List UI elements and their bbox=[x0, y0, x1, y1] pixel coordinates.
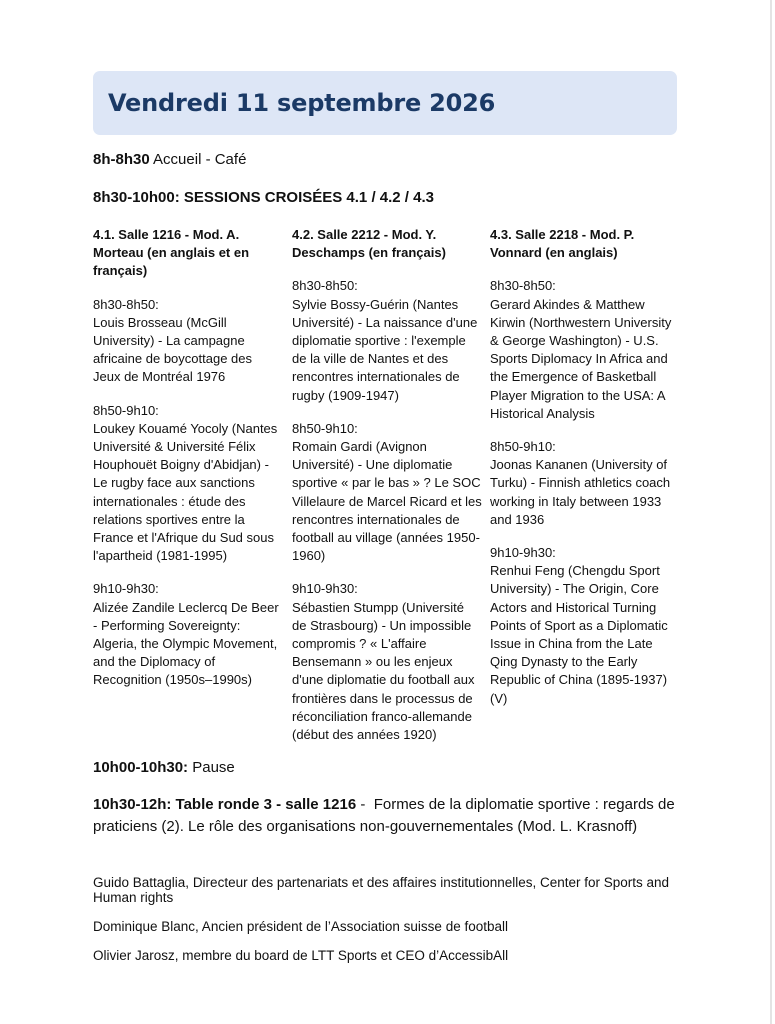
talk-item bbox=[490, 544, 680, 708]
speaker-item: Guido Battaglia, Directeur des partenariats et des affaires institutionnelles, Center for Sports and Human rights bbox=[93, 875, 670, 905]
session-column-4-2 bbox=[292, 226, 482, 744]
pause-text: Pause bbox=[188, 759, 235, 776]
talk-text: Romain Gardi (Avignon Université) - Une diplomatie sportive « par le bas » ? Le SOC Villelaure de Marcel Ricard et les rencontres internationales de football au village (années 1950-1960) bbox=[292, 439, 482, 564]
talk-text: Louis Brosseau (McGill University) - La campagne africaine de boycottage des Jeux de Montréal 1976 bbox=[93, 314, 252, 385]
day-header bbox=[93, 71, 677, 135]
welcome-line bbox=[93, 150, 246, 170]
talk-text: Gerard Akindes & Matthew Kirwin (Northwestern University & George Washington) - U.S. Sports Diplomacy In Africa and the Emergence of Basketball Player Migration to the USA: A Historical Analysis bbox=[490, 296, 672, 421]
talk-time: 9h10-9h30: bbox=[490, 545, 556, 561]
session-heading: 4.3. Salle 2218 - Mod. P. Vonnard (en anglais) bbox=[490, 227, 635, 261]
roundtable-block bbox=[93, 794, 683, 838]
talk-time: 8h30-8h50: bbox=[292, 278, 358, 294]
talk-text: Sébastien Stumpp (Université de Strasbourg) - Un impossible compromis ? « L'affaire Bensemann » ou les enjeux d'une diplomatie du football aux frontières dans le processus de réconciliation franco-allemande (début des années 1920) bbox=[292, 599, 475, 743]
page-edge bbox=[770, 0, 772, 1024]
talk-item bbox=[292, 277, 482, 404]
talk-time: 9h10-9h30: bbox=[93, 581, 159, 597]
pause-line bbox=[93, 758, 235, 778]
talk-time: 8h30-8h50: bbox=[490, 278, 556, 294]
talk-item bbox=[490, 277, 680, 423]
talk-time: 8h50-9h10: bbox=[292, 420, 358, 436]
talk-time: 8h50-9h10: bbox=[490, 439, 556, 455]
roundtable-separator: - bbox=[356, 796, 374, 813]
speaker-item: Dominique Blanc, Ancien président de l’Association suisse de football bbox=[93, 919, 508, 934]
talk-item bbox=[93, 402, 283, 566]
talk-item bbox=[93, 296, 283, 387]
talk-text: Alizée Zandile Leclercq De Beer - Performing Sovereignty: Algeria, the Olympic Movement, and the Diplomacy of Recognition (1950s–1990s) bbox=[93, 599, 279, 688]
talk-time: 9h10-9h30: bbox=[292, 581, 358, 597]
roundtable-label: 10h30-12h: Table ronde 3 - salle 1216 bbox=[93, 796, 357, 813]
welcome-time: 8h-8h30 bbox=[93, 151, 150, 168]
talk-text: Loukey Kouamé Yocoly (Nantes Université & Université Félix Houphouët Boigny d'Abidjan) - Le rugby face aux sanctions internationales : étude des relations sportives entre la France et l'Afrique du Sud sous l'apartheid (1981-1995) bbox=[93, 420, 278, 564]
page-title: Vendredi 11 septembre 2026 bbox=[108, 89, 496, 117]
talk-text: Joonas Kananen (University of Turku) - Finnish athletics coach working in Italy between 1933 and 1936 bbox=[490, 457, 671, 527]
session-column-4-1 bbox=[93, 226, 283, 690]
session-column-4-3 bbox=[490, 226, 680, 708]
pause-time: 10h00-10h30: bbox=[93, 759, 189, 776]
talk-time: 8h50-9h10: bbox=[93, 402, 159, 418]
session-heading: 4.2. Salle 2212 - Mod. Y. Deschamps (en français) bbox=[292, 227, 446, 261]
welcome-text: Accueil - Café bbox=[149, 151, 247, 168]
talk-text: Sylvie Bossy-Guérin (Nantes Université) - La naissance d'une diplomatie sportive : l'exemple de la ville de Nantes et des rencontres internationales de rugby (1909-1947) bbox=[292, 296, 478, 403]
talk-time: 8h30-8h50: bbox=[93, 296, 159, 312]
roundtable-text: Formes de la diplomatie sportive : regards de praticiens (2). Le rôle des organisations non-gouvernementales (Mod. L. Krasnoff) bbox=[93, 796, 675, 835]
session-heading: 4.1. Salle 1216 - Mod. A. Morteau (en anglais et en français) bbox=[93, 227, 250, 279]
talk-item bbox=[292, 580, 482, 744]
talk-item bbox=[292, 420, 482, 566]
speaker-item: Olivier Jarosz, membre du board de LTT Sports et CEO d’AccessibAll bbox=[93, 948, 509, 963]
talk-text: Renhui Feng (Chengdu Sport University) - The Origin, Core Actors and Historical Turning Points of Sport as a Diplomatic Issue in China from the Late Qing Dynasty to the Early Republic of China (1895-1937) (V) bbox=[490, 563, 668, 706]
talk-item bbox=[93, 580, 283, 689]
talk-item bbox=[490, 438, 680, 529]
sessions-title: 8h30-10h00: SESSIONS CROISÉES 4.1 / 4.2 / 4.3 bbox=[93, 189, 434, 206]
